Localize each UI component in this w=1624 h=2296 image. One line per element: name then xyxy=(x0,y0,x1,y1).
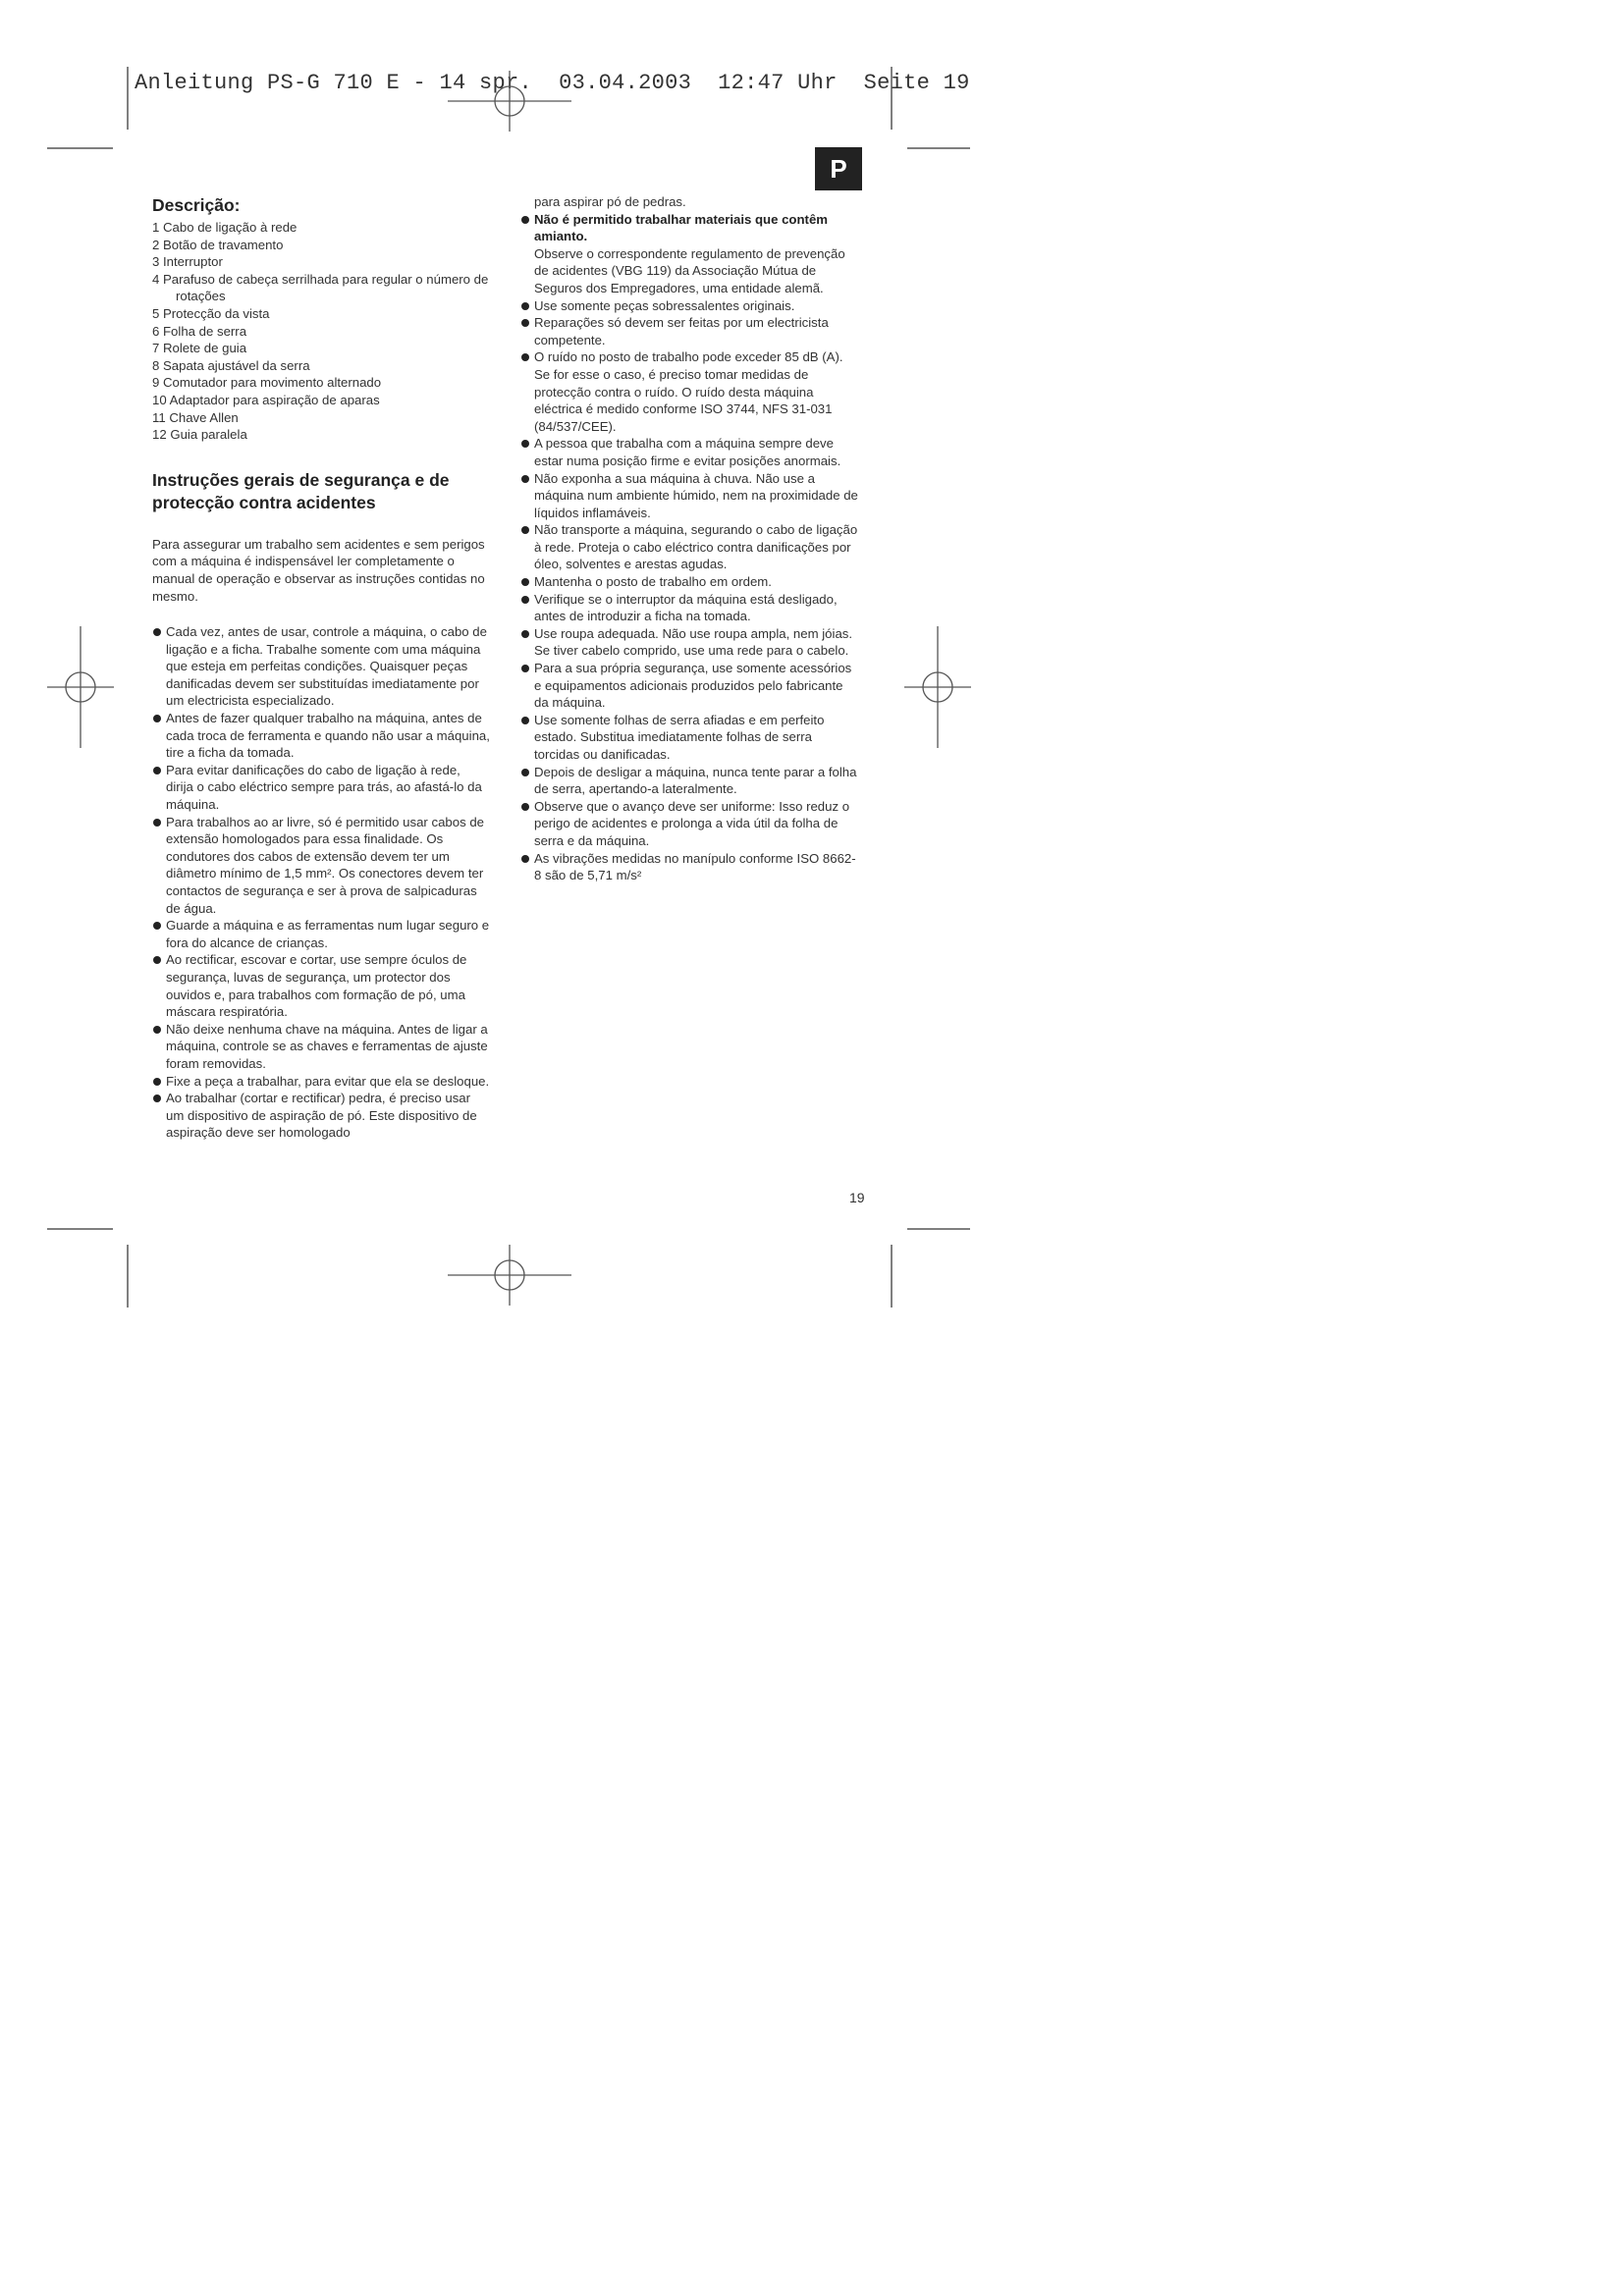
parts-list-item: 12 Guia paralela xyxy=(152,427,247,443)
safety-item: Use somente folhas de serra afiadas e em perfeito estado. Substitua imediatamente folhas de serra torcidas ou danificadas. xyxy=(520,712,859,764)
safety-item: Para trabalhos ao ar livre, só é permitido usar cabos de extensão homologados para essa finalidade. Os condutores dos cabos de extensão devem ter um diâmetro mínimo de 1,5 mm². Os conectores devem ter contactos de segurança e ser à prova de salpicaduras de água. xyxy=(152,814,491,918)
parts-list-item: 7 Rolete de guia xyxy=(152,341,247,356)
parts-list-item: 1 Cabo de ligação à rede xyxy=(152,220,298,235)
parts-list-item: 3 Interruptor xyxy=(152,254,223,270)
language-badge: P xyxy=(815,147,862,190)
safety-item: Não deixe nenhuma chave na máquina. Antes de ligar a máquina, controle se as chaves e ferramentas de ajuste foram removidas. xyxy=(152,1021,491,1073)
safety-item: Ao trabalhar (cortar e rectificar) pedra, é preciso usar um dispositivo de aspiração de pó. Este dispositivo de aspiração deve ser homologado xyxy=(152,1090,491,1142)
safety-item: A pessoa que trabalha com a máquina sempre deve estar numa posição firme e evitar posições anormais. xyxy=(520,435,859,469)
parts-list-item: 9 Comutador para movimento alternado xyxy=(152,375,382,391)
asbestos-warning-text: Observe o correspondente regulamento de prevenção de acidentes (VBG 119) da Associação Mútua de Seguros dos Empregadores, uma entidade alemã. xyxy=(534,245,845,295)
safety-item: Depois de desligar a máquina, nunca tente parar a folha de serra, apertando-a lateralmente. xyxy=(520,764,859,798)
safety-item: Fixe a peça a trabalhar, para evitar que ela se desloque. xyxy=(152,1073,491,1091)
safety-item: As vibrações medidas no manípulo conforme ISO 8662-8 são de 5,71 m/s² xyxy=(520,850,859,884)
parts-list-item: 6 Folha de serra xyxy=(152,323,247,339)
safety-item: Não exponha a sua máquina à chuva. Não use a máquina num ambiente húmido, nem na proximidade de líquidos inflamáveis. xyxy=(520,470,859,522)
parts-list-item: 11 Chave Allen xyxy=(152,409,239,425)
right-column xyxy=(520,193,859,884)
page-number: 19 xyxy=(849,1190,865,1205)
safety-item: Mantenha o posto de trabalho em ordem. xyxy=(520,573,859,591)
asbestos-warning xyxy=(520,211,859,297)
print-header: Anleitung PS-G 710 E - 14 spr. 03.04.2003 12:47 Uhr Seite 19 xyxy=(135,71,970,95)
parts-list-item: 4 Parafuso de cabeça serrilhada para regular o número de rotações xyxy=(152,271,489,304)
safety-item: Observe que o avanço deve ser uniforme: Isso reduz o perigo de acidentes e prolonga a vida útil da folha de serra e da máquina. xyxy=(520,798,859,850)
safety-list-left xyxy=(152,623,491,1142)
parts-list-item: 10 Adaptador para aspiração de aparas xyxy=(152,392,380,407)
safety-list-right xyxy=(520,211,859,884)
asbestos-warning-bold: Não é permitido trabalhar materiais que contêm amianto. xyxy=(534,211,828,244)
description-title: Descrição: xyxy=(152,195,241,215)
safety-item: Guarde a máquina e as ferramentas num lugar seguro e fora do alcance de crianças. xyxy=(152,917,491,951)
safety-item: Verifique se o interruptor da máquina está desligado, antes de introduzir a ficha na tomada. xyxy=(520,591,859,625)
safety-item: Para a sua própria segurança, use somente acessórios e equipamentos adicionais produzidos pelo fabricante da máquina. xyxy=(520,660,859,712)
safety-item: Não transporte a máquina, segurando o cabo de ligação à rede. Proteja o cabo eléctrico contra danificações por óleo, solventes e arestas agudas. xyxy=(520,521,859,573)
safety-item: Antes de fazer qualquer trabalho na máquina, antes de cada troca de ferramenta e quando não usar a máquina, tire a ficha da tomada. xyxy=(152,710,491,762)
safety-item: Use somente peças sobressalentes originais. xyxy=(520,297,859,315)
parts-list-item: 8 Sapata ajustável da serra xyxy=(152,357,310,373)
registration-mark-bottom xyxy=(448,1245,571,1306)
parts-list-item: 5 Protecção da vista xyxy=(152,305,270,321)
safety-item: Para evitar danificações do cabo de ligação à rede, dirija o cabo eléctrico sempre para trás, ao afastá-lo da máquina. xyxy=(152,762,491,814)
safety-intro: Para assegurar um trabalho sem acidentes e sem perigos com a máquina é indispensável ler completamente o manual de operação e observar as instruções contidas no mesmo. xyxy=(152,536,485,604)
left-column xyxy=(152,194,491,1142)
registration-mark-left xyxy=(47,626,114,748)
registration-mark-right xyxy=(904,626,971,748)
safety-item: Reparações só devem ser feitas por um electricista competente. xyxy=(520,314,859,348)
parts-list-item: 2 Botão de travamento xyxy=(152,237,284,252)
safety-item: O ruído no posto de trabalho pode exceder 85 dB (A). Se for esse o caso, é preciso tomar medidas de protecção contra o ruído. O ruído desta máquina eléctrica é medido conforme ISO 3744, NFS 31-031 (84/537/CEE). xyxy=(520,348,859,435)
safety-item: Ao rectificar, escovar e cortar, use sempre óculos de segurança, luvas de segurança, um protector dos ouvidos e, para trabalhos com formação de pó, uma máscara respiratória. xyxy=(152,951,491,1020)
safety-item: Cada vez, antes de usar, controle a máquina, o cabo de ligação e a ficha. Trabalhe somente com uma máquina que esteja em perfeitas condições. Quaisquer peças danificadas devem ser substituídas imediatamente por um electricista especializado. xyxy=(152,623,491,710)
safety-item: Use roupa adequada. Não use roupa ampla, nem jóias. Se tiver cabelo comprido, use uma rede para o cabelo. xyxy=(520,625,859,660)
safety-title: Instruções gerais de segurança e de protecção contra acidentes xyxy=(152,469,450,512)
safety-item-continuation: para aspirar pó de pedras. xyxy=(534,194,686,209)
parts-list xyxy=(152,219,491,444)
